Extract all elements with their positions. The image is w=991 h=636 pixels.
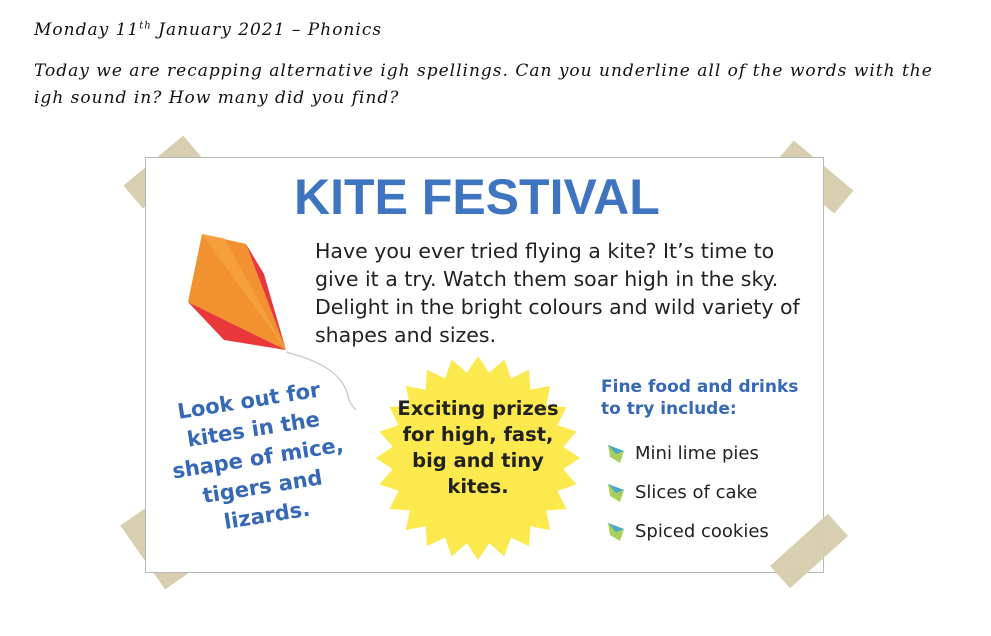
instructions-text: Today we are recapping alternative igh spellings. Can you underline all of the words with the igh sound in? How many did you find? [34,61,933,108]
food-item-label: Spiced cookies [635,521,769,542]
poster-title: KITE FESTIVAL [294,169,660,225]
date-heading [34,20,382,40]
food-item-label: Mini lime pies [635,443,759,464]
lookout-text: Look out for kites in the shape of mice, tigers and lizards. [170,377,346,534]
poster-intro: Have you ever tried flying a kite? It’s time to give it a try. Watch them soar high in the sky. Delight in the bright colours and wild variety of shapes and sizes. [315,239,800,347]
food-item [606,473,769,512]
date-suffix: th [139,20,152,32]
food-heading: Fine food and drinks to try include: [601,377,799,419]
kite-bullet-icon [606,482,626,504]
food-item-label: Slices of cake [635,482,758,503]
date-rest: January 2021 – Phonics [151,20,383,40]
prizes-text: Exciting prizes for high, fast, big and tiny kites. [397,397,559,498]
kite-bullet-icon [606,521,626,543]
food-item [606,434,769,473]
kite-festival-poster [145,157,824,573]
food-item [606,512,769,551]
kite-bullet-icon [606,443,626,465]
food-list [606,434,769,551]
date-main: Monday 11 [34,20,140,40]
